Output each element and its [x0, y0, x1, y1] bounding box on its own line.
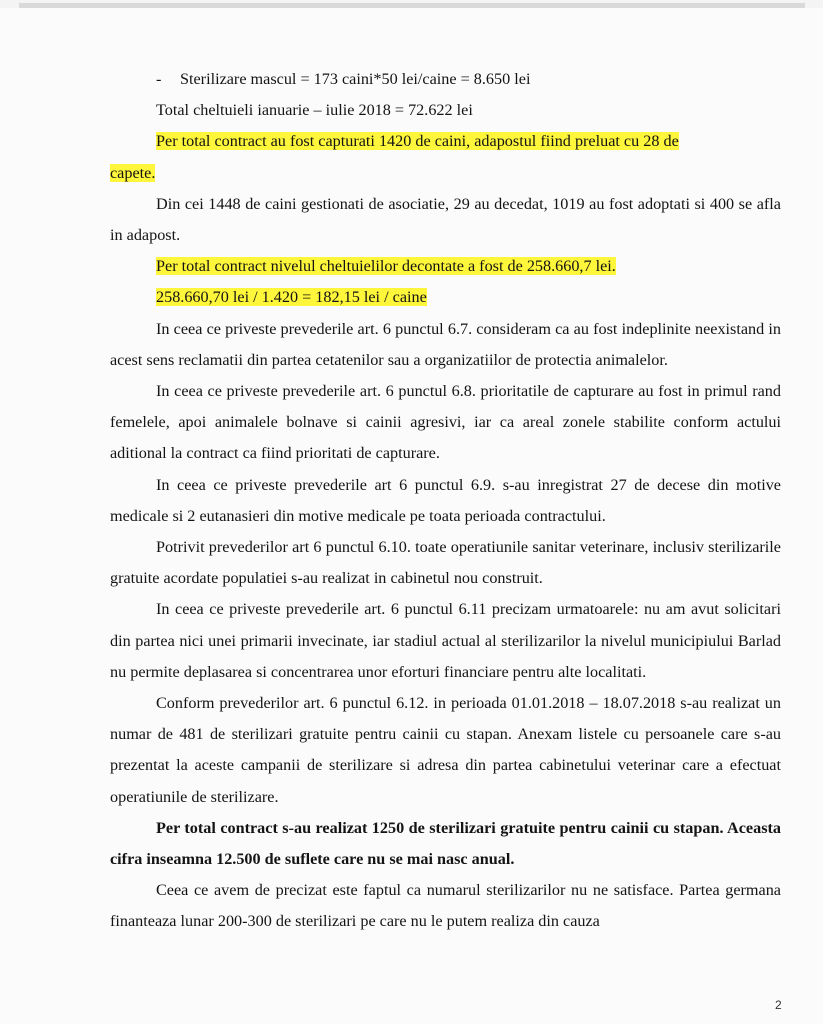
highlighted-text: Per total contract nivelul cheltuielilor decontate a fost de 258.660,7 lei. — [156, 257, 616, 276]
paragraph-art6-6-12: Conform prevederilor art. 6 punctul 6.12. in perioada 01.01.2018 – 18.07.2018 s-au realizat un numar de 481 de sterilizari gratuite pentru cainii cu stapan. Anexam listele cu persoanele care s-au prezentat la aceste campanii de sterilizare si adresa din partea cabinetului veterinar care a efectuat operatiunile de sterilizare. — [110, 694, 781, 806]
bullet-dash: - — [156, 70, 162, 88]
paragraph-art6-6-9: In ceea ce priveste prevederile art 6 punctul 6.9. s-au inregistrat 27 de decese din motive medicale si 2 eutanasieri din motive medicale pe toata perioada contractului. — [110, 475, 781, 525]
paragraph-cost-per-caine — [110, 282, 781, 313]
page-number: 2 — [775, 998, 782, 1012]
highlighted-text: capete. — [110, 163, 156, 182]
paragraph-numar-sterilizari: Ceea ce avem de precizat este faptul ca numarul sterilizarilor nu ne satisface. Partea germana finanteaza lunar 200-300 de sterilizari pe care nu le putem realiza din cauza — [110, 881, 781, 931]
paragraph-total-cheltuieli: Total cheltuieli ianuarie – iulie 2018 = 72.622 lei — [156, 101, 473, 120]
paragraph-cheltuieli-decontate — [110, 251, 781, 282]
paragraph-capturati — [110, 126, 781, 188]
bullet-item-sterilizare-mascul — [110, 64, 781, 95]
paragraph-art6-6-7: In ceea ce priveste prevederile art. 6 punctul 6.7. consideram ca au fost indeplinite neexistand in acest sens reclamatii din partea cetatenilor sau a organizatiilor de protectia animalelor. — [110, 319, 781, 369]
bullet-text: Sterilizare mascul = 173 caini*50 lei/caine = 8.650 lei — [180, 70, 531, 88]
paragraph-art6-6-8: In ceea ce priveste prevederile art. 6 punctul 6.8. prioritatile de capturare au fost in primul rand femelele, apoi animalele bolnave si cainii agresivi, iar ca areal zonele stabilite conform actului aditional la contract ca fiind prioritati de capturare. — [110, 382, 781, 463]
document-body — [110, 64, 781, 938]
highlighted-text: Per total contract au fost capturati 1420 de caini, adapostul fiind preluat cu 28 de — [156, 132, 679, 151]
paragraph-caini-gestionati: Din cei 1448 de caini gestionati de asociatie, 29 au decedat, 1019 au fost adoptati si 400 se afla in adapost. — [110, 194, 781, 245]
paragraph-total-sterilizari: Per total contract s-au realizat 1250 de sterilizari gratuite pentru cainii cu stapan. Aceasta cifra inseamna 12.500 de suflete care nu se mai nasc anual. — [110, 818, 781, 869]
paragraph-art6-6-10: Potrivit prevederilor art 6 punctul 6.10. toate operatiunile sanitar veterinare, inclusiv sterilizarile gratuite acordate populatiei s-au realizat in cabinetul nou construit. — [110, 538, 781, 588]
paragraph-art6-6-11: In ceea ce priveste prevederile art. 6 punctul 6.11 precizam urmatoarele: nu am avut solicitari din partea nici unei primarii invecinate, iar stadiul actual al sterilizarilor la nivelul municipiului Barlad nu permite deplasarea si concentrarea unor eforturi financiare pentru alte localitati. — [110, 600, 781, 681]
highlighted-text: 258.660,70 lei / 1.420 = 182,15 lei / caine — [156, 288, 427, 307]
